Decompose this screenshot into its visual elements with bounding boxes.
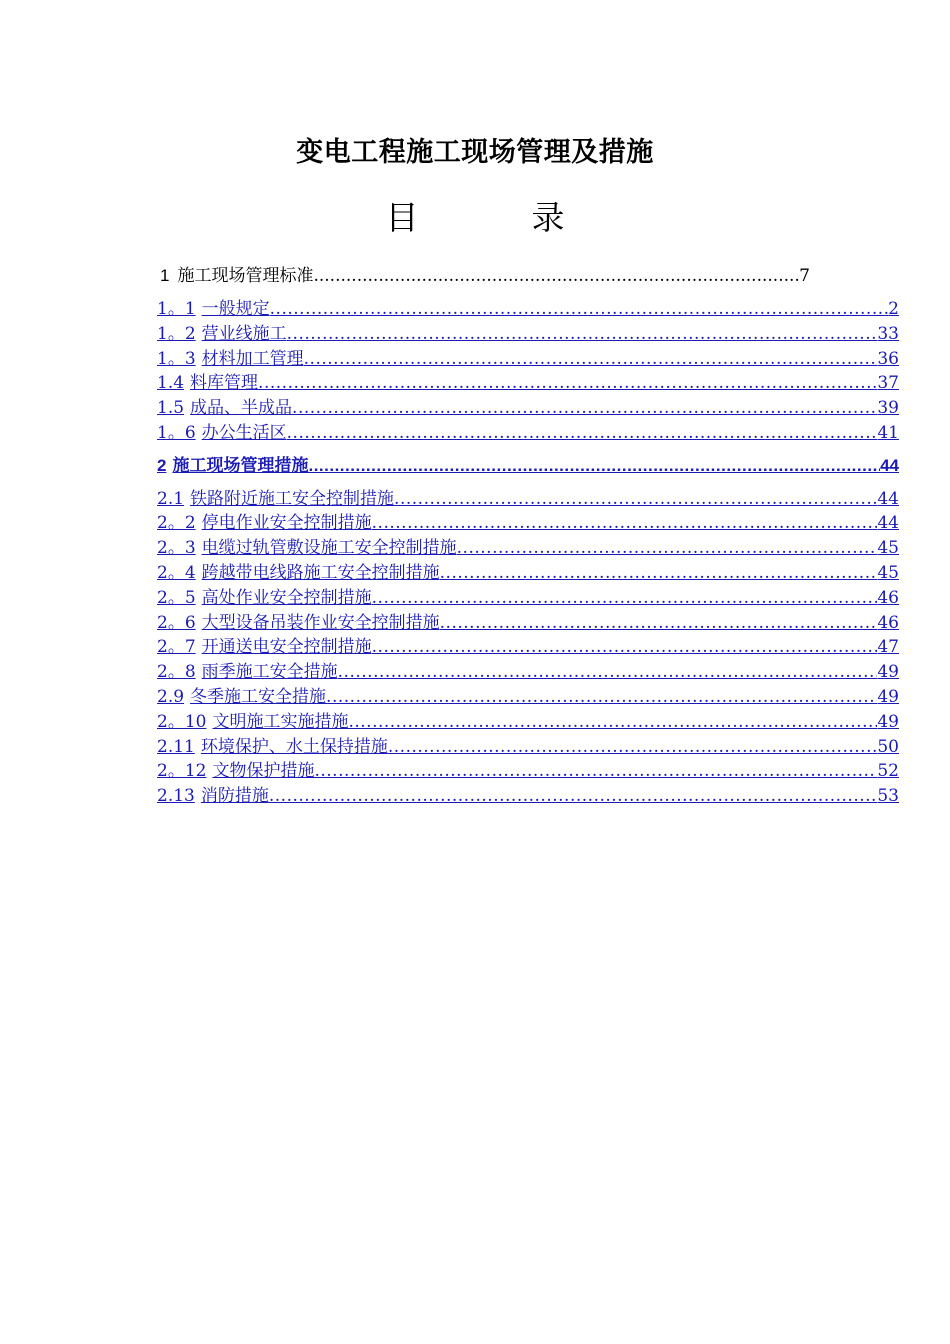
toc-entry-number: 2。7: [157, 637, 196, 658]
toc-entry-text: [157, 297, 270, 322]
toc-entry-page: 36: [877, 348, 899, 369]
toc-leader-dots: [394, 487, 877, 512]
toc-entry-number: 2.13: [157, 786, 195, 807]
toc-entry-link[interactable]: [157, 511, 899, 536]
toc-leader-dots: [440, 611, 878, 636]
toc-entry-text: [157, 611, 440, 636]
toc-entry-link[interactable]: [157, 759, 899, 784]
toc-entry-page: 44: [880, 455, 899, 475]
toc-entry-text: [157, 635, 372, 660]
toc-entry-label: 环境保护、水土保持措施: [200, 736, 388, 757]
toc-entry-link[interactable]: [157, 536, 899, 561]
toc-entry-number: 2。8: [157, 662, 196, 683]
toc-entry-page: 45: [877, 538, 899, 559]
toc-entry-page: 46: [877, 612, 899, 633]
toc-entry-link[interactable]: [157, 421, 899, 446]
toc-entry-link[interactable]: [157, 586, 899, 611]
toc-entry-label: 雨季施工安全措施: [201, 662, 338, 683]
toc-entry-page: 44: [877, 513, 899, 534]
toc-entry-text: [157, 322, 287, 347]
toc-entry-label: 施工现场管理标准: [177, 266, 314, 286]
toc-leader-dots: [326, 685, 877, 710]
toc-entry-text: [157, 561, 440, 586]
toc-heading: 目 录: [385, 198, 605, 237]
toc-entry-number: 2。4: [157, 562, 196, 583]
toc-entry-number: 1。1: [157, 299, 196, 319]
toc-leader-dots: [258, 371, 877, 396]
toc-leader-dots: [287, 421, 878, 446]
toc-entry-label: 电缆过轨管敷设施工安全控制措施: [201, 538, 457, 559]
toc-entry-number: 2。2: [157, 513, 196, 534]
toc-leader-dots: [388, 735, 878, 760]
toc-leader-dots: [313, 264, 799, 288]
toc-entry-text: [157, 685, 326, 710]
toc-entry-page: 53: [877, 786, 899, 807]
toc-section-link[interactable]: [157, 454, 899, 479]
toc-entry-text: [157, 421, 287, 446]
toc-entry-number: 2。6: [157, 612, 196, 633]
toc-entry-text: [157, 660, 338, 685]
toc-leader-dots: [269, 784, 878, 809]
toc-leader-dots: [314, 759, 877, 784]
toc-entry-page: 2: [888, 299, 899, 319]
toc-entry-label: 消防措施: [200, 786, 269, 807]
toc-entry-text: [157, 759, 314, 784]
toc-entry-label: 高处作业安全控制措施: [201, 587, 372, 608]
toc-entry-page: 7: [799, 266, 810, 286]
toc-entry-page: 49: [877, 711, 899, 732]
toc-entry-text: [157, 586, 372, 611]
toc-leader-dots: [372, 586, 878, 611]
toc-entry-number: 2。10: [157, 711, 207, 732]
toc-entry-text: [157, 710, 348, 735]
toc-entry-page: 52: [877, 761, 899, 782]
toc-entry-number: 2。3: [157, 538, 196, 559]
toc-entry-number: 2.11: [157, 736, 195, 757]
toc-entry-number: 2: [157, 455, 167, 475]
toc-leader-dots: [348, 710, 877, 735]
toc-entry-label: 文明施工实施措施: [212, 711, 349, 732]
toc-entry-number: 1: [160, 266, 170, 285]
toc-entry-page: 37: [877, 373, 899, 394]
toc-entry-link[interactable]: [157, 487, 899, 512]
toc-entry-link[interactable]: [157, 685, 899, 710]
toc-entry-number: 2。5: [157, 587, 196, 608]
toc-leader-dots: [292, 396, 877, 421]
toc-entry-page: 47: [877, 637, 899, 658]
toc-entry-link[interactable]: [157, 561, 899, 586]
toc-entry-text: [157, 347, 304, 372]
toc-entry-label: 成品、半成品: [190, 398, 293, 419]
toc-entry-link[interactable]: [157, 322, 899, 347]
toc-leader-dots: [287, 322, 878, 347]
toc-list: [157, 297, 899, 809]
toc-entry-link[interactable]: [157, 735, 899, 760]
toc-entry-link[interactable]: [157, 660, 899, 685]
toc-entry-link[interactable]: [157, 297, 899, 322]
toc-entry-number: 1。2: [157, 323, 196, 344]
document-title: 变电工程施工现场管理及措施: [296, 137, 654, 168]
toc-entry-label: 冬季施工安全措施: [190, 686, 327, 707]
toc-entry-text: [157, 735, 388, 760]
toc-entry-number: 1.5: [157, 398, 185, 419]
toc-entry-page: 44: [877, 488, 899, 509]
toc-entry-text: [157, 454, 308, 479]
toc-entry-number: 1。3: [157, 348, 196, 369]
toc-entry-label: 大型设备吊装作业安全控制措施: [201, 612, 440, 633]
toc-entry-text: [157, 536, 457, 561]
toc-entry-text: [157, 511, 372, 536]
toc-entry-page: 50: [877, 736, 899, 757]
toc-entry-label: 铁路附近施工安全控制措施: [190, 488, 395, 509]
toc-entry-number: 2。12: [157, 761, 207, 782]
toc-entry-label: 材料加工管理: [201, 348, 304, 369]
toc-entry-text: [157, 487, 394, 512]
toc-entry-page: 45: [877, 562, 899, 583]
toc-entry-link[interactable]: [157, 635, 899, 660]
toc-entry-label: 开通送电安全控制措施: [201, 637, 372, 658]
toc-entry-page: 46: [877, 587, 899, 608]
toc-entry-page: 39: [877, 398, 899, 419]
toc-entry-label: 一般规定: [201, 299, 270, 319]
toc-entry-link[interactable]: [157, 371, 899, 396]
toc-leader-dots: [304, 347, 878, 372]
toc-entry-text: [157, 371, 258, 396]
toc-entry-number: 2.1: [157, 488, 185, 509]
toc-entry-number: 2.9: [157, 686, 185, 707]
toc-entry-link[interactable]: [157, 396, 899, 421]
toc-leader-dots: [457, 536, 878, 561]
toc-entry-label: 料库管理: [190, 373, 259, 394]
toc-entry-label: 跨越带电线路施工安全控制措施: [201, 562, 440, 583]
toc-entry-page: 49: [877, 662, 899, 683]
toc-leader-dots: [372, 511, 878, 536]
toc-entry-page: 33: [877, 323, 899, 344]
toc-entry-text: [157, 784, 269, 809]
toc-entry-number: 1。6: [157, 422, 196, 443]
toc-entry-page: 49: [877, 686, 899, 707]
toc-leader-dots: [338, 660, 878, 685]
toc-entry-number: 1.4: [157, 373, 185, 394]
toc-leader-dots: [440, 561, 878, 586]
toc-entry-label: 营业线施工: [201, 323, 287, 344]
toc-entry-label: 施工现场管理措施: [172, 455, 309, 475]
toc-plain-entry: [160, 264, 810, 288]
toc-entry-label: 办公生活区: [201, 422, 287, 443]
toc-entry-label: 文物保护措施: [212, 761, 315, 782]
toc-entry-link[interactable]: [157, 784, 899, 809]
toc-entry-page: 41: [877, 422, 899, 443]
toc-leader-dots: [270, 297, 889, 322]
toc-entry-text: [157, 396, 292, 421]
toc-leader-dots: [372, 635, 878, 660]
toc-entry-link[interactable]: [157, 611, 899, 636]
toc-entry-label: 停电作业安全控制措施: [201, 513, 372, 534]
toc-entry-link[interactable]: [157, 347, 899, 372]
toc-entry-link[interactable]: [157, 710, 899, 735]
toc-leader-dots: [308, 454, 880, 479]
